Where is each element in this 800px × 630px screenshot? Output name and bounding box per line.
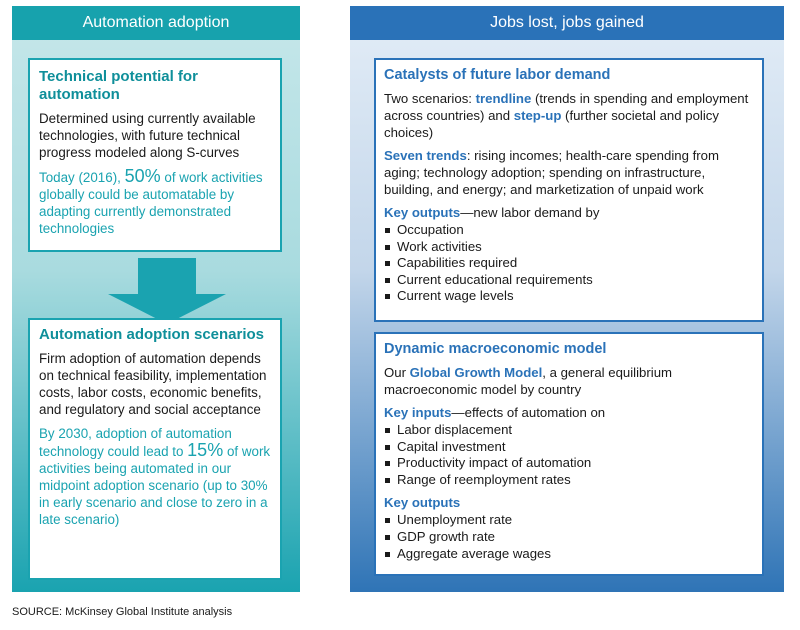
labor-demand-outputs-list bbox=[384, 222, 754, 305]
list-item: Capabilities required bbox=[384, 255, 754, 272]
list-item: Unemployment rate bbox=[384, 512, 754, 529]
scenarios-text: Two scenarios: trendline (trends in spending and employment across countries) and step-up (further societal and policy choices) bbox=[384, 91, 749, 140]
step-up-highlight: step-up bbox=[513, 108, 562, 123]
list-item: Occupation bbox=[384, 222, 754, 239]
adoption-scenarios-body: Firm adoption of automation depends on technical feasibility, implementation costs, labor costs, economic benefits, and regulatory and social acceptance bbox=[39, 351, 267, 417]
labor-demand-card bbox=[374, 58, 764, 322]
stat-suffix: of work activities globally could be automatable by adapting currently demonstrated technologies bbox=[39, 170, 263, 236]
adoption-scenarios-card bbox=[28, 318, 282, 580]
list-item: Aggregate average wages bbox=[384, 546, 754, 563]
technical-potential-title: Technical potential for automation bbox=[39, 68, 198, 103]
stat-number: 50% bbox=[124, 166, 161, 186]
macro-model-card bbox=[374, 332, 764, 576]
stat-suffix: of work activities being automated in our midpoint adoption scenario (up to 30% in early scenario and close to zero in a late scenario) bbox=[39, 444, 271, 527]
stat-number: 15% bbox=[187, 440, 224, 460]
list-item: Range of reemployment rates bbox=[384, 472, 754, 489]
adoption-scenarios-title: Automation adoption scenarios bbox=[39, 326, 265, 343]
seven-trends-highlight: Seven trends bbox=[384, 148, 467, 163]
automation-adoption-header: Automation adoption bbox=[12, 6, 300, 40]
list-item: Current wage levels bbox=[384, 288, 754, 305]
key-inputs-list bbox=[384, 422, 754, 488]
macro-model-title: Dynamic macroeconomic model bbox=[384, 341, 607, 357]
list-item: Labor displacement bbox=[384, 422, 754, 439]
trendline-highlight: trendline bbox=[475, 91, 532, 106]
adoption-scenarios-stat bbox=[39, 425, 272, 528]
key-outputs-list bbox=[384, 512, 754, 562]
global-growth-model-highlight: Global Growth Model bbox=[409, 365, 543, 380]
list-item: Capital investment bbox=[384, 439, 754, 456]
list-item: GDP growth rate bbox=[384, 529, 754, 546]
source-note: SOURCE: McKinsey Global Institute analysis bbox=[12, 606, 233, 618]
stat-prefix: By 2030, adoption of automation technology could lead to bbox=[39, 426, 232, 459]
stat-prefix: Today (2016), bbox=[39, 170, 121, 185]
down-arrow-stem bbox=[138, 258, 196, 296]
list-item: Productivity impact of automation bbox=[384, 455, 754, 472]
list-item: Work activities bbox=[384, 239, 754, 256]
seven-trends-text: Seven trends: rising incomes; health-care spending from aging; technology adoption; spending on infrastructure, building, and energy; and marketization of unpaid work bbox=[384, 148, 719, 197]
labor-demand-title: Catalysts of future labor demand bbox=[384, 67, 611, 83]
jobs-header: Jobs lost, jobs gained bbox=[350, 6, 784, 40]
technical-potential-stat bbox=[39, 168, 272, 237]
key-inputs-heading: Key inputs—effects of automation on bbox=[384, 405, 606, 420]
technical-potential-card bbox=[28, 58, 282, 252]
model-description: Our Global Growth Model, a general equilibrium macroeconomic model by country bbox=[384, 365, 673, 397]
key-outputs-heading: Key outputs—new labor demand by bbox=[384, 205, 600, 220]
key-outputs-heading: Key outputs bbox=[384, 495, 461, 511]
technical-potential-body: Determined using currently available technologies, with future technical progress modeled along S-curves bbox=[39, 111, 256, 160]
list-item: Current educational requirements bbox=[384, 272, 754, 289]
